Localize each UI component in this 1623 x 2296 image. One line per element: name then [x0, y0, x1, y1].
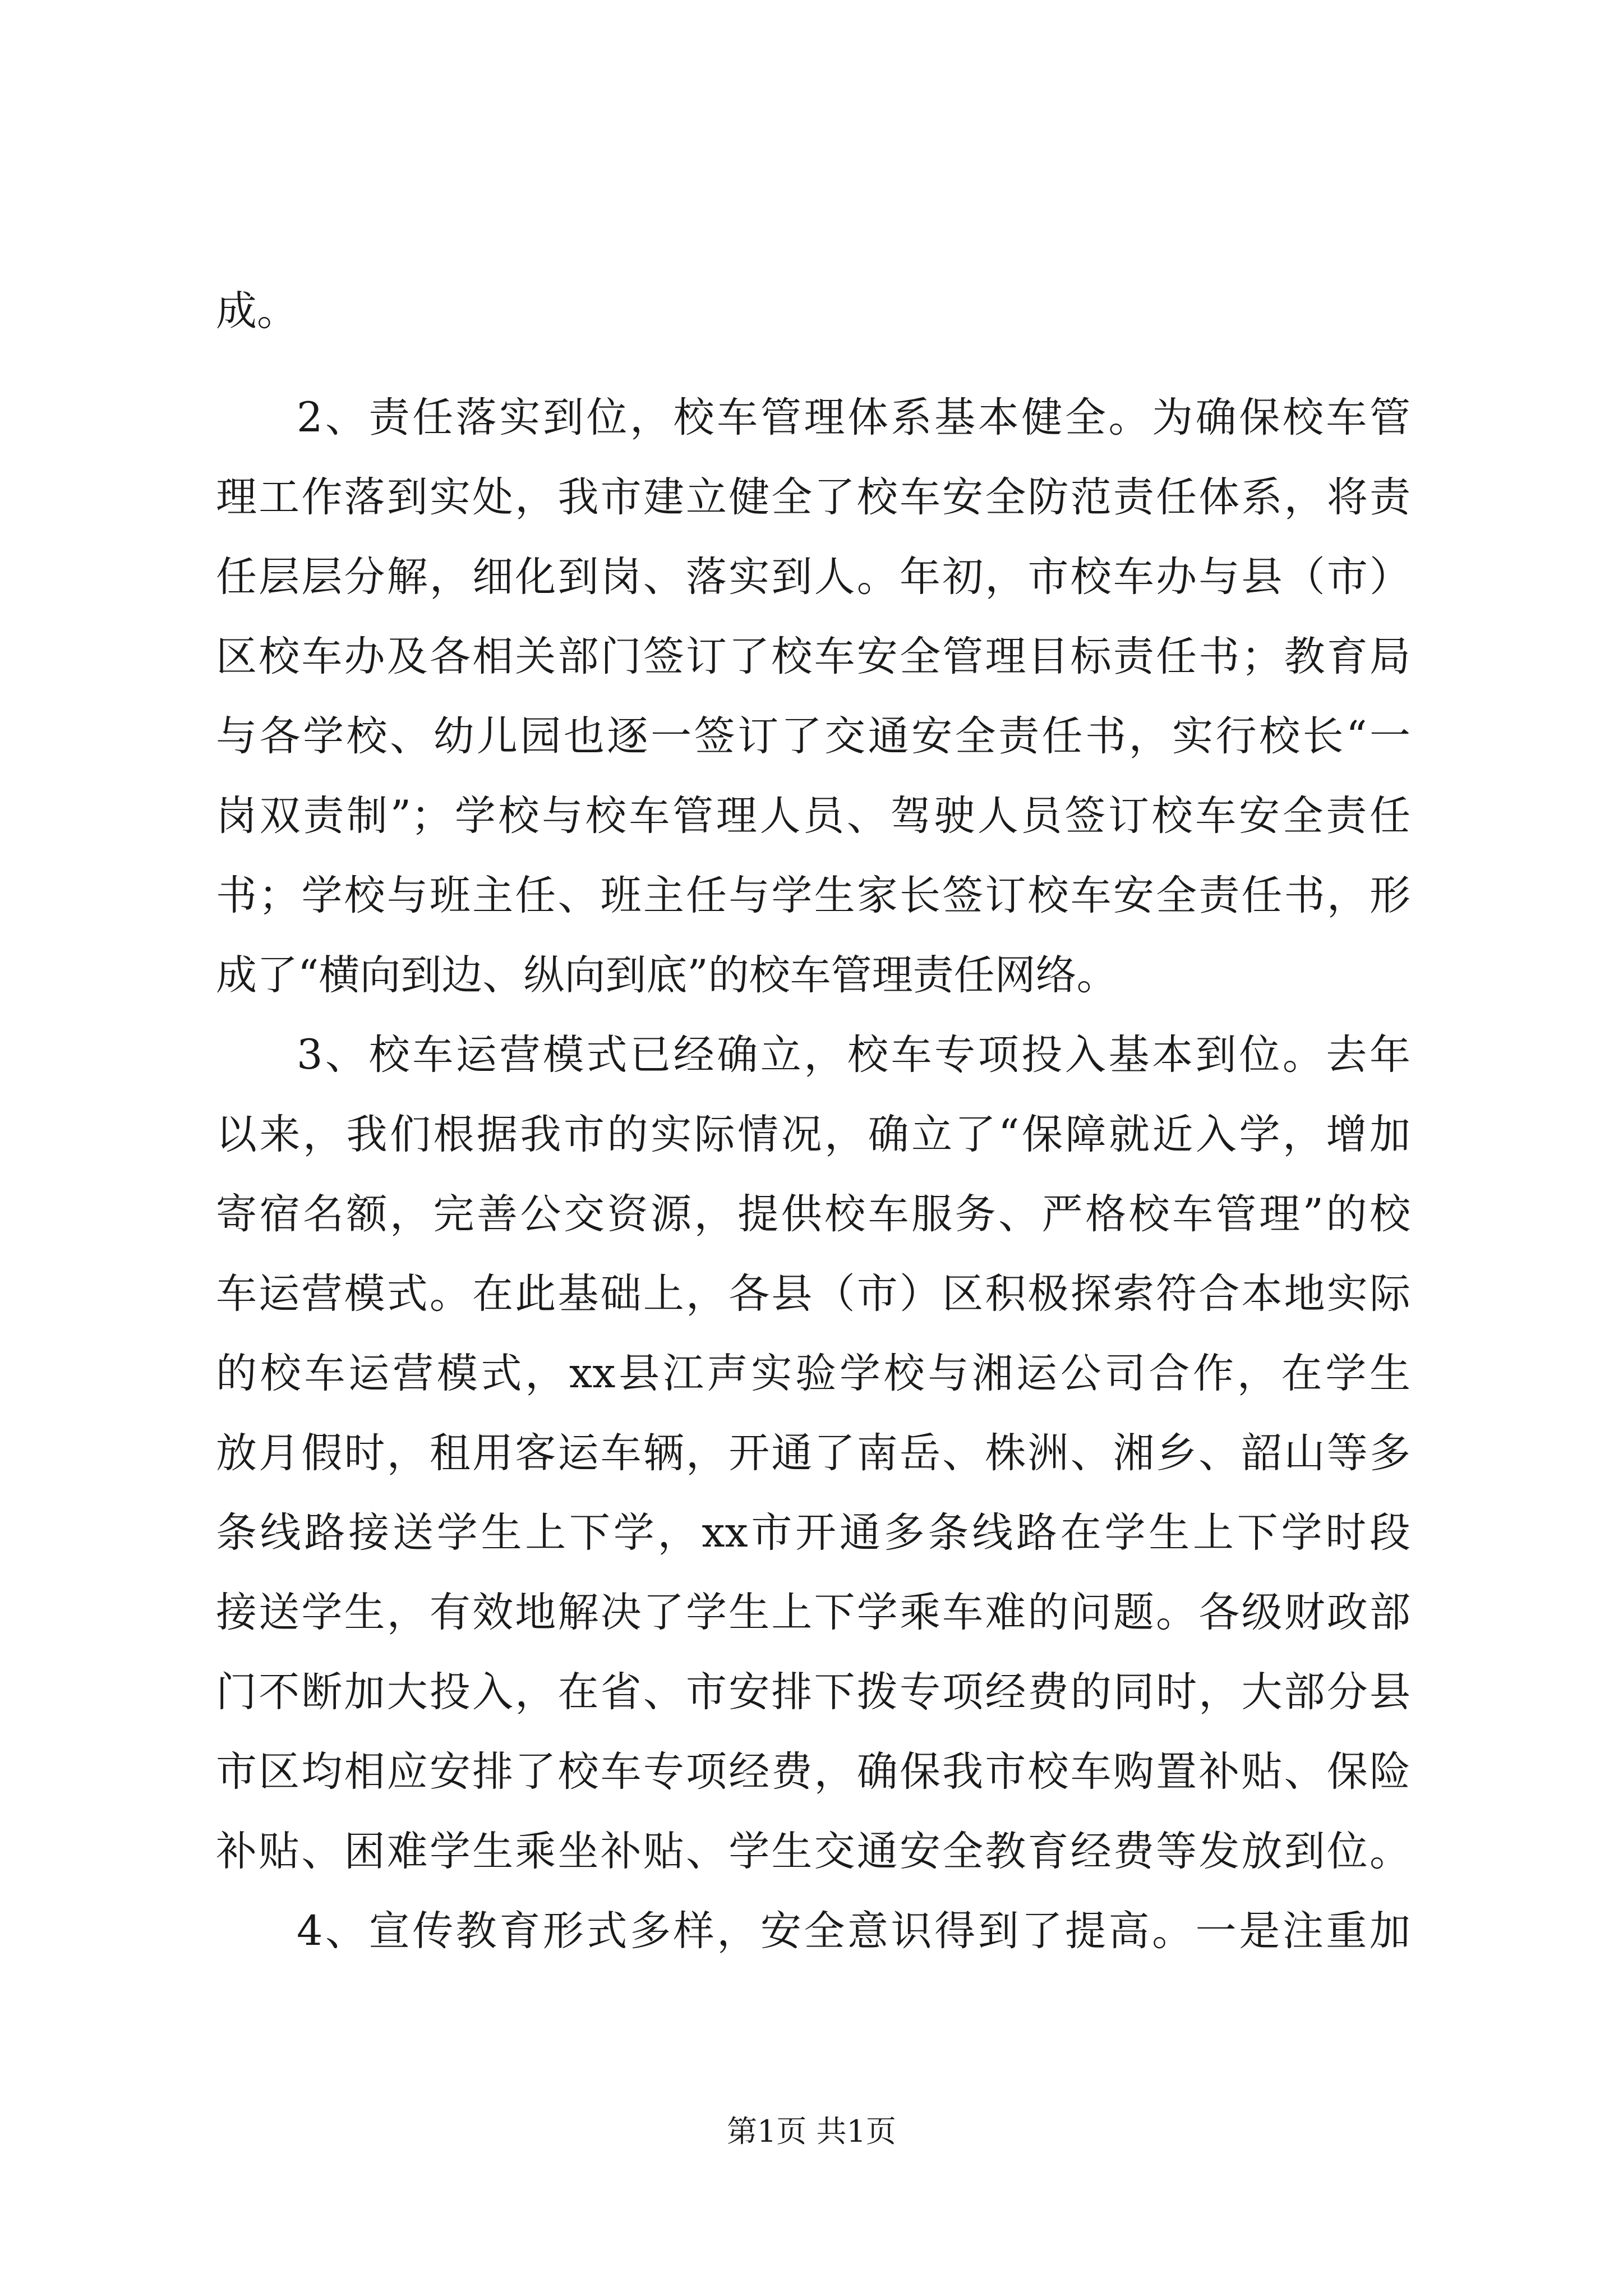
text-line: 条线路接送学生上下学，xx市开通多条线路在学生上下学时段: [216, 1509, 1410, 1557]
text-line: 成。: [216, 287, 298, 335]
text-line: 成了“横向到边、纵向到底”的校车管理责任网络。: [216, 951, 1118, 999]
page-number-footer: 第1页 共1页: [727, 2114, 896, 2149]
text-line: 市区均相应安排了校车专项经费，确保我市校车购置补贴、保险: [216, 1748, 1410, 1796]
text-line: 理工作落到实处，我市建立健全了校车安全防范责任体系，将责: [216, 473, 1410, 521]
text-line: 任层层分解，细化到岗、落实到人。年初，市校车办与县（市）: [216, 553, 1410, 601]
text-line: 补贴、困难学生乘坐补贴、学生交通安全教育经费等发放到位。: [216, 1828, 1410, 1875]
text-line: 以来，我们根据我市的实际情况，确立了“保障就近入学，增加: [216, 1111, 1410, 1158]
text-line: 的校车运营模式，xx县江声实验学校与湘运公司合作，在学生: [216, 1350, 1410, 1397]
text-line: 岗双责制”；学校与校车管理人员、驾驶人员签订校车安全责任: [216, 792, 1410, 840]
paragraph-3-start: 3、校车运营模式已经确立，校车专项投入基本到位。去年: [297, 1031, 1410, 1079]
paragraph-2-start: 2、责任落实到位，校车管理体系基本健全。为确保校车管: [297, 394, 1410, 441]
text-line: 门不断加大投入，在省、市安排下拨专项经费的同时，大部分县: [216, 1668, 1410, 1716]
text-line: 区校车办及各相关部门签订了校车安全管理目标责任书；教育局: [216, 633, 1410, 680]
paragraph-4-start: 4、宣传教育形式多样，安全意识得到了提高。一是注重加: [297, 1907, 1410, 1955]
text-line: 接送学生，有效地解决了学生上下学乘车难的问题。各级财政部: [216, 1589, 1410, 1636]
text-line: 书；学校与班主任、班主任与学生家长签订校车安全责任书，形: [216, 872, 1410, 919]
text-line: 放月假时，租用客运车辆，开通了南岳、株洲、湘乡、韶山等多: [216, 1429, 1410, 1477]
text-line: 与各学校、幼儿园也逐一签订了交通安全责任书，实行校长“一: [216, 712, 1410, 760]
text-line: 寄宿名额，完善公交资源，提供校车服务、严格校车管理”的校: [216, 1190, 1410, 1238]
text-line: 车运营模式。在此基础上，各县（市）区积极探索符合本地实际: [216, 1270, 1410, 1318]
